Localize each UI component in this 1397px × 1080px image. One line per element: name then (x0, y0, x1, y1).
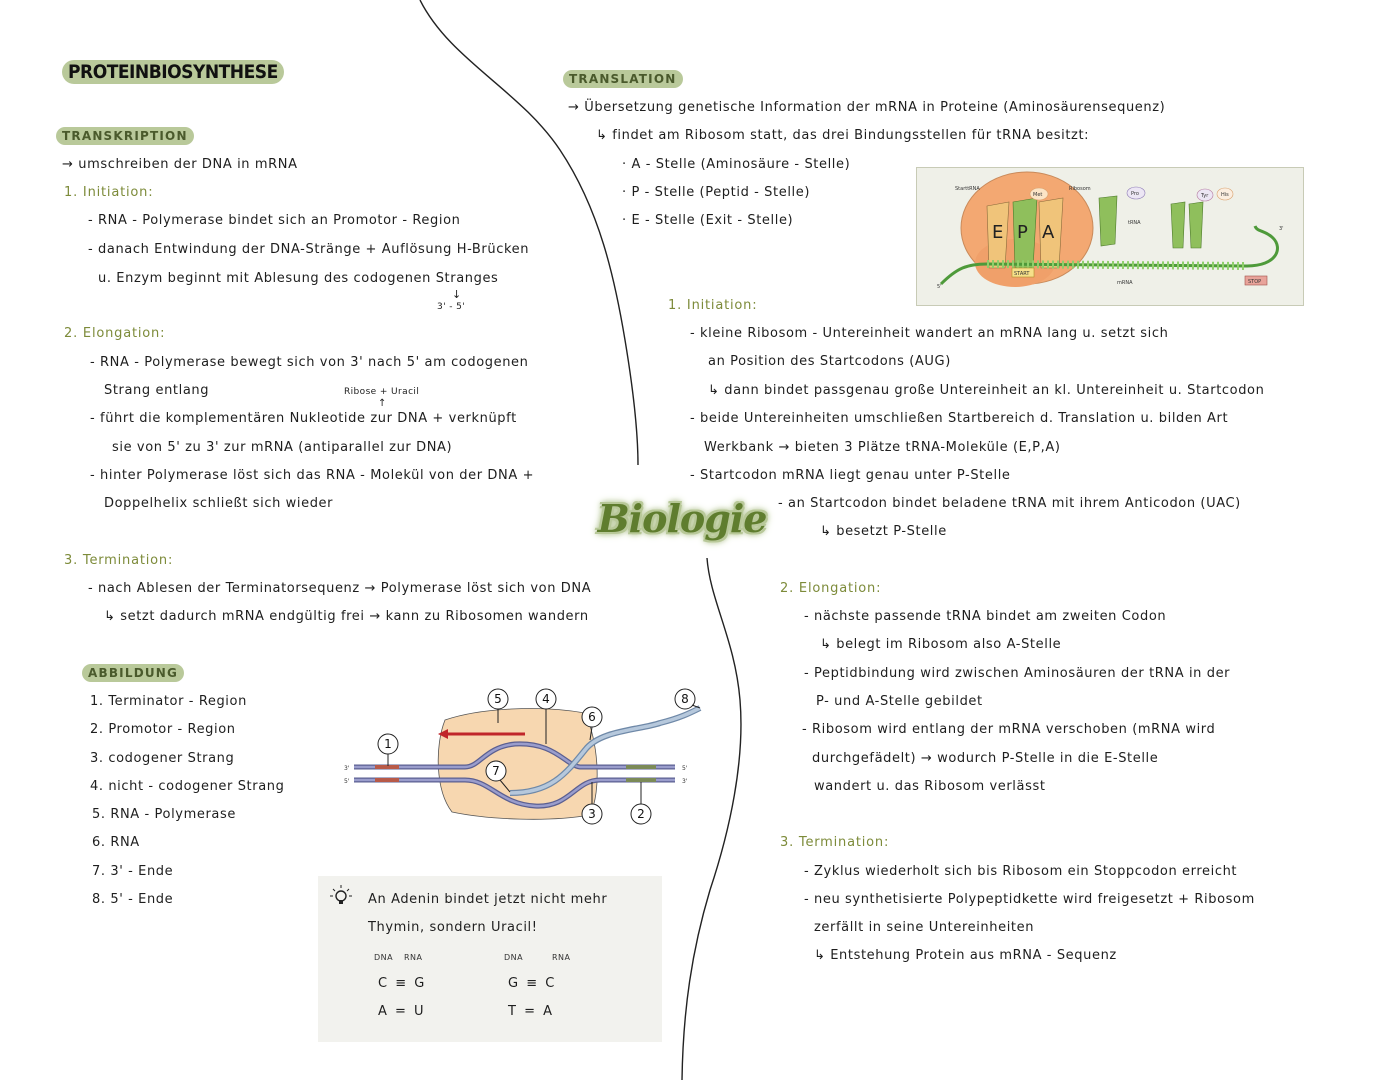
legend-item: 8. 5' - Ende (92, 892, 174, 907)
pair-header-dna: DNA (374, 953, 394, 962)
svg-text:5: 5 (494, 692, 502, 706)
transkription-initiation-line: u. Enzym beginnt mit Ablesung des codogenen Stranges (98, 271, 499, 286)
transkription-termination-label: 3. Termination: (64, 553, 174, 568)
transkription-elongation-label: 2. Elongation: (64, 326, 166, 341)
translation-termination-label: 3. Termination: (780, 835, 890, 850)
translation-initiation-line: Werkbank → bieten 3 Plätze tRNA-Moleküle (E,P,A) (704, 440, 1061, 455)
translation-initiation-line: ↳ besetzt P-Stelle (820, 524, 947, 539)
svg-text:4: 4 (542, 692, 550, 706)
svg-text:P: P (1017, 222, 1028, 243)
ribosome-figure (916, 167, 1304, 306)
svg-text:3: 3 (588, 807, 596, 821)
legend-item: 5. RNA - Polymerase (92, 807, 236, 822)
strand-direction-annotation: 3' - 5' (437, 302, 466, 312)
pair-header-rna: RNA (404, 953, 423, 962)
transkription-elongation-line: sie von 5' zu 3' zur mRNA (antiparallel zur DNA) (112, 440, 453, 455)
transcription-diagram (340, 680, 720, 830)
translation-heading: TRANSLATION (563, 70, 683, 88)
legend-item: 1. Terminator - Region (90, 694, 247, 709)
translation-elongation-label: 2. Elongation: (780, 581, 882, 596)
down-arrow-icon: ↓ (452, 288, 462, 301)
svg-text:6: 6 (588, 710, 596, 724)
legend-item: 2. Promotor - Region (90, 722, 236, 737)
svg-text:5': 5' (344, 778, 350, 785)
svg-text:7: 7 (492, 764, 500, 778)
legend-item: 3. codogener Strang (90, 751, 235, 766)
svg-text:5': 5' (682, 765, 688, 772)
up-arrow-icon: ↑ (378, 398, 387, 409)
transkription-elongation-line: Strang entlang (104, 383, 210, 398)
translation-termination-line: - Zyklus wiederholt sich bis Ribosom ein Stoppcodon erreicht (804, 864, 1238, 879)
transkription-elongation-line: Doppelhelix schließt sich wieder (104, 496, 334, 511)
svg-text:Met: Met (1033, 192, 1043, 198)
svg-text:A: A (1042, 222, 1055, 243)
ribose-uracil-annotation: Ribose + Uracil (344, 387, 420, 397)
svg-text:3': 3' (344, 765, 350, 772)
tip-box (318, 876, 662, 1042)
subject-label: Biologie (597, 495, 767, 541)
translation-elongation-line: ↳ belegt im Ribosom also A-Stelle (820, 637, 1062, 652)
svg-text:tRNA: tRNA (1128, 220, 1141, 226)
transkription-intro: → umschreiben der DNA in mRNA (62, 157, 298, 172)
svg-text:Tyr: Tyr (1201, 193, 1209, 199)
subject-badge (597, 486, 767, 550)
translation-initiation-line: - an Startcodon bindet beladene tRNA mit ihrem Anticodon (UAC) (778, 496, 1241, 511)
transkription-initiation-line: - RNA - Polymerase bindet sich an Promotor - Region (88, 213, 461, 228)
svg-text:1: 1 (384, 737, 392, 751)
svg-text:His: His (1221, 192, 1229, 198)
translation-elongation-line: - nächste passende tRNA bindet am zweiten Codon (804, 609, 1167, 624)
base-pair: A = U (378, 1004, 426, 1019)
legend-item: 6. RNA (92, 835, 140, 850)
lightbulb-icon (328, 884, 354, 908)
translation-initiation-line: - kleine Ribosom - Untereinheit wandert an mRNA lang u. setzt sich (690, 326, 1169, 341)
transkription-termination-line: - nach Ablesen der Terminatorsequenz → Polymerase löst sich von DNA (88, 581, 592, 596)
svg-text:2: 2 (637, 807, 645, 821)
svg-text:START: START (1014, 271, 1030, 277)
translation-sub: ↳ findet am Ribosom statt, das drei Bindungsstellen für tRNA besitzt: (596, 128, 1090, 143)
svg-text:3': 3' (682, 778, 688, 785)
abbildung-heading: ABBILDUNG (82, 664, 184, 682)
svg-text:Pro: Pro (1131, 191, 1139, 197)
tip-line-2: Thymin, sondern Uracil! (368, 920, 538, 935)
translation-elongation-line: - Peptidbindung wird zwischen Aminosäuren der tRNA in der (804, 666, 1231, 681)
svg-text:3': 3' (1279, 226, 1284, 232)
binding-site-item: · P - Stelle (Peptid - Stelle) (622, 185, 811, 200)
translation-initiation-line: an Position des Startcodons (AUG) (708, 354, 951, 369)
transkription-elongation-line: - RNA - Polymerase bewegt sich von 3' nach 5' am codogenen (90, 355, 529, 370)
tip-line-1: An Adenin bindet jetzt nicht mehr (368, 892, 608, 907)
transkription-elongation-line: - hinter Polymerase löst sich das RNA - Molekül von der DNA + (90, 468, 535, 483)
transkription-termination-line: ↳ setzt dadurch mRNA endgültig frei → kann zu Ribosomen wandern (104, 609, 589, 624)
translation-elongation-line: - Ribosom wird entlang der mRNA verschoben (mRNA wird (802, 722, 1216, 737)
transkription-elongation-line: - führt die komplementären Nukleotide zur DNA + verknüpft (90, 411, 517, 426)
translation-elongation-line: P- und A-Stelle gebildet (816, 694, 983, 709)
translation-elongation-line: durchgefädelt) → wodurch P-Stelle in die E-Stelle (812, 751, 1159, 766)
page-title: PROTEINBIOSYNTHESE (62, 60, 284, 84)
svg-text:STOP: STOP (1248, 279, 1262, 285)
transkription-initiation-line: - danach Entwindung der DNA-Stränge + Auflösung H-Brücken (88, 242, 530, 257)
transkription-heading: TRANSKRIPTION (56, 127, 194, 145)
pair-header-dna: DNA (504, 953, 524, 962)
translation-initiation-line: ↳ dann bindet passgenau große Untereinheit an kl. Untereinheit u. Startcodon (708, 383, 1265, 398)
transkription-initiation-label: 1. Initiation: (64, 185, 154, 200)
legend-item: 7. 3' - Ende (92, 864, 174, 879)
translation-termination-line: zerfällt in seine Untereinheiten (814, 920, 1035, 935)
translation-termination-line: - neu synthetisierte Polypeptidkette wird freigesetzt + Ribosom (804, 892, 1255, 907)
translation-initiation-line: - Startcodon mRNA liegt genau unter P-Stelle (690, 468, 1011, 483)
translation-intro: → Übersetzung genetische Information der mRNA in Proteine (Aminosäurensequenz) (568, 100, 1166, 115)
binding-site-item: · E - Stelle (Exit - Stelle) (622, 213, 794, 228)
svg-text:StarttRNA: StarttRNA (955, 186, 980, 192)
pair-header-rna: RNA (552, 953, 571, 962)
svg-text:8: 8 (681, 692, 689, 706)
base-pair: C ≡ G (378, 976, 427, 991)
translation-initiation-line: - beide Untereinheiten umschließen Startbereich d. Translation u. bilden Art (690, 411, 1229, 426)
translation-elongation-line: wandert u. das Ribosom verlässt (814, 779, 1046, 794)
svg-text:Ribosom: Ribosom (1069, 186, 1091, 192)
base-pair: G ≡ C (508, 976, 557, 991)
svg-text:mRNA: mRNA (1117, 280, 1133, 286)
base-pair: T = A (508, 1004, 554, 1019)
binding-site-item: · A - Stelle (Aminosäure - Stelle) (622, 157, 851, 172)
translation-termination-line: ↳ Entstehung Protein aus mRNA - Sequenz (814, 948, 1117, 963)
svg-text:5': 5' (937, 284, 942, 290)
legend-item: 4. nicht - codogener Strang (90, 779, 285, 794)
translation-initiation-label: 1. Initiation: (668, 298, 758, 313)
svg-text:E: E (992, 222, 1004, 243)
